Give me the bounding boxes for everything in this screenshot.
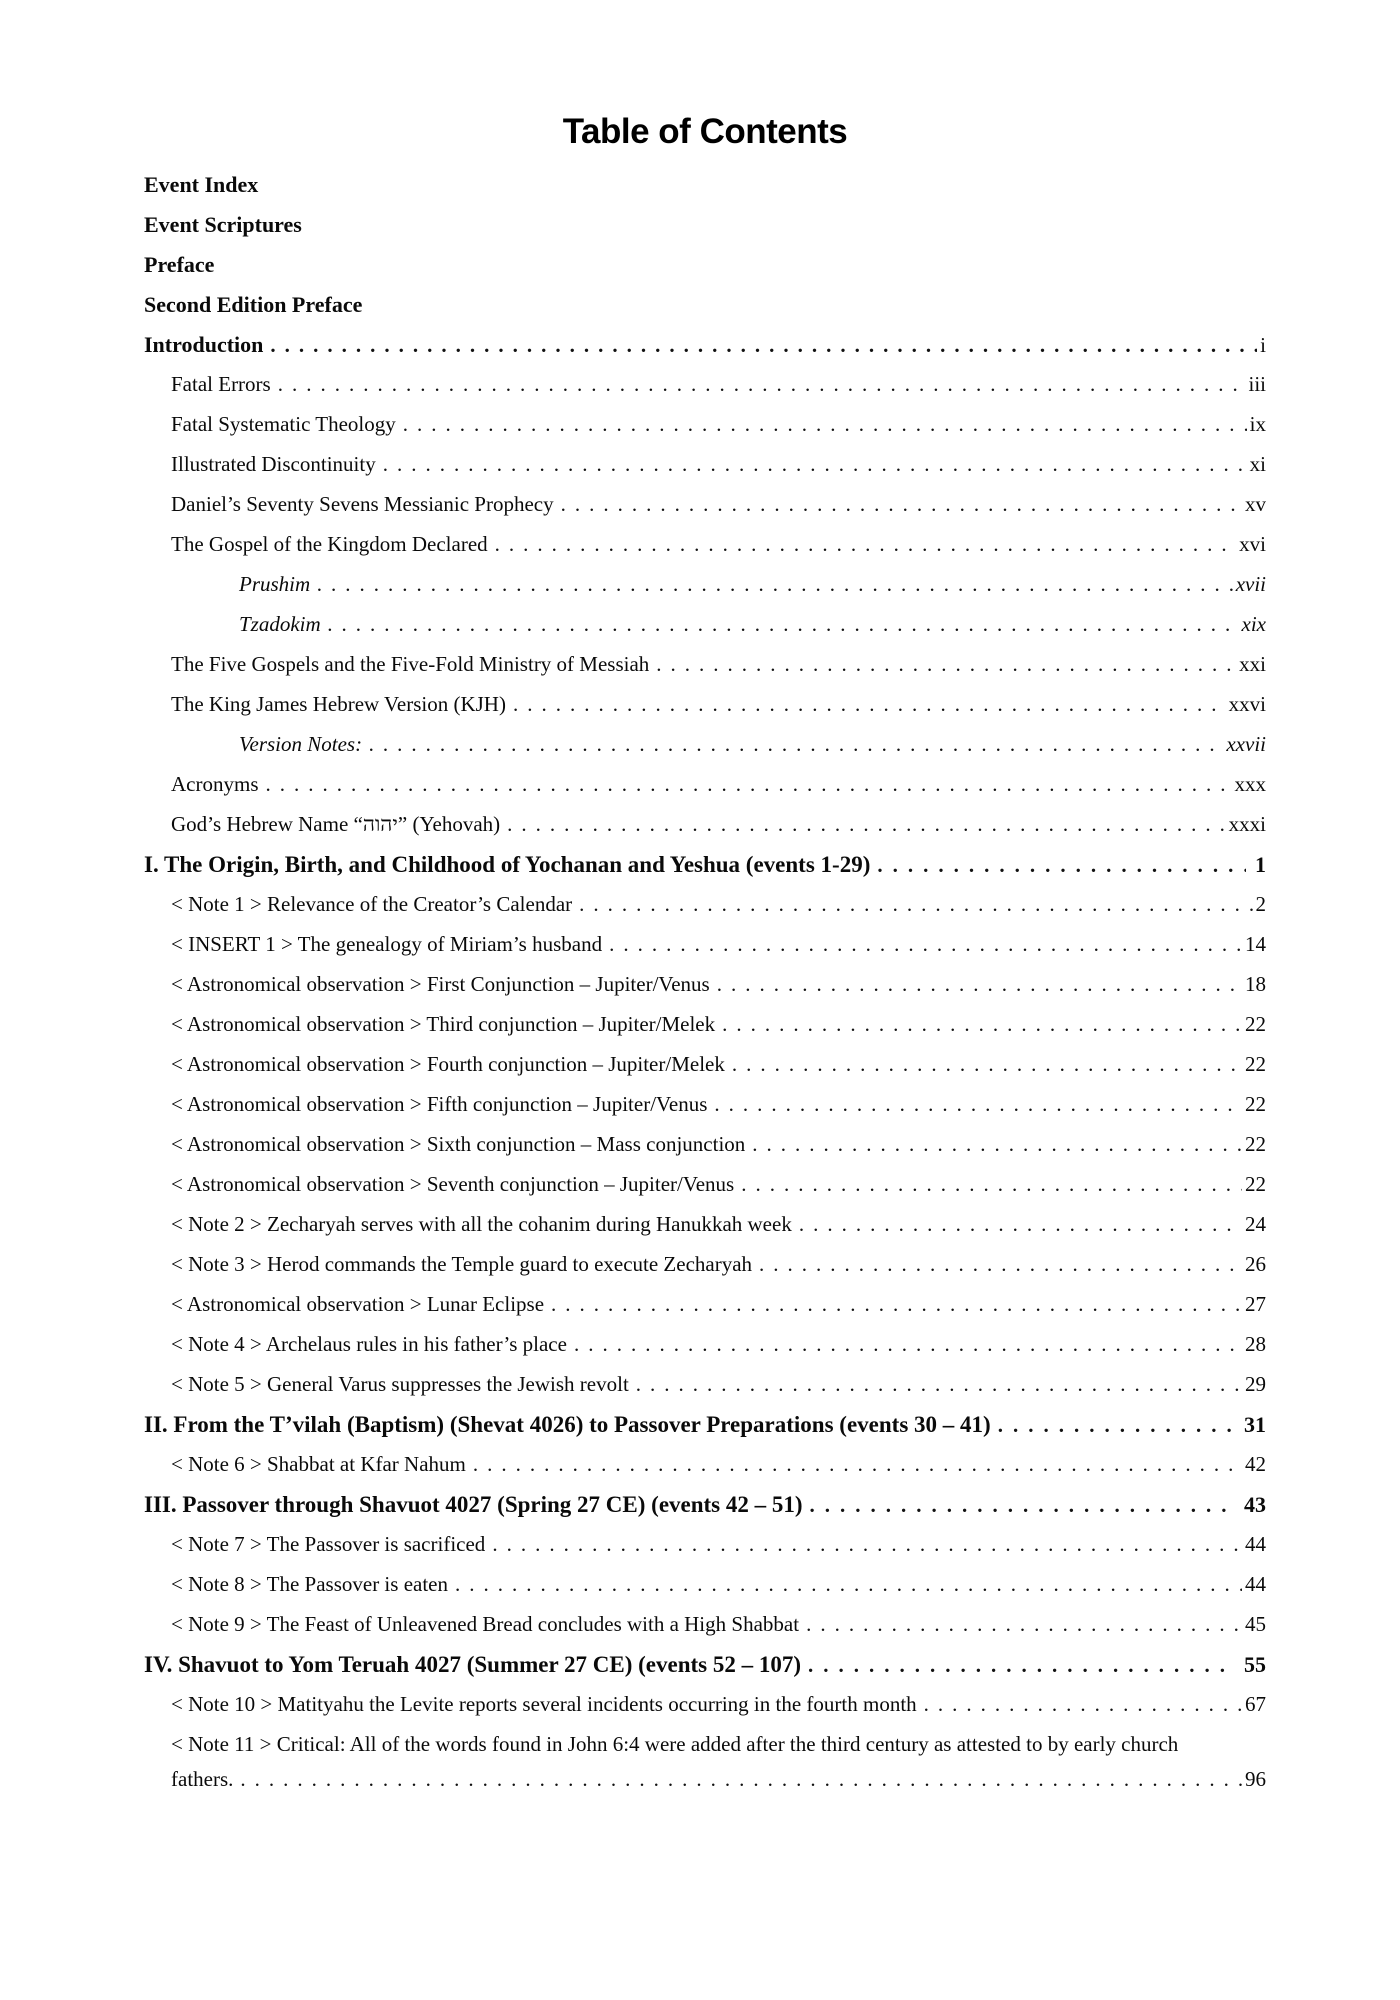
toc-entry-page: 45 (1245, 1612, 1266, 1636)
toc-entry (144, 332, 1266, 372)
toc-entry-label: < Astronomical observation > Third conjunction – Jupiter/Melek (171, 1012, 716, 1036)
toc-entry (144, 292, 1266, 332)
toc-entry-label: < Note 4 > Archelaus rules in his father’s place (171, 1332, 567, 1356)
toc-entry (144, 372, 1266, 412)
dot-leaders (609, 932, 1242, 957)
toc-entry (144, 1012, 1266, 1052)
toc-entry-label: God’s Hebrew Name “יהוה” (Yehovah) (171, 812, 501, 836)
dot-leaders (473, 1452, 1242, 1477)
toc-entry-label: < Astronomical observation > Seventh conjunction – Jupiter/Venus (171, 1172, 735, 1196)
toc-entry (144, 572, 1266, 612)
toc-entry (144, 452, 1266, 492)
toc-entry-page: 22 (1245, 1132, 1266, 1156)
toc-entry-label: < Note 3 > Herod commands the Temple guard to execute Zecharyah (171, 1252, 753, 1276)
toc-entry-page: 31 (1244, 1412, 1266, 1437)
toc-entry (144, 1652, 1266, 1692)
dot-leaders (574, 1332, 1242, 1357)
toc-entry (144, 1372, 1266, 1412)
dot-leaders (924, 1692, 1242, 1717)
toc-entry-page: 55 (1244, 1652, 1266, 1677)
toc-entry-page: xvi (1239, 532, 1266, 556)
toc-entry (144, 1767, 1266, 1804)
toc-entry (144, 492, 1266, 532)
toc-entry (144, 1492, 1266, 1532)
toc-entry-page: 27 (1245, 1292, 1266, 1316)
toc-entry (144, 1532, 1266, 1572)
toc-entry (144, 532, 1266, 572)
toc-entry-page: xxx (1234, 772, 1266, 796)
dot-leaders (328, 612, 1239, 637)
dot-leaders (714, 1092, 1242, 1117)
toc-entry-label: < Note 8 > The Passover is eaten (171, 1572, 448, 1596)
dot-leaders (636, 1372, 1242, 1397)
toc-entry-label: fathers. (171, 1767, 234, 1791)
toc-entry-label: < Astronomical observation > First Conjunction – Jupiter/Venus (171, 972, 710, 996)
dot-leaders (266, 772, 1232, 797)
toc-entry-label: II. From the T’vilah (Baptism) (Shevat 4026) to Passover Preparations (events 30 – 41) (144, 1412, 991, 1437)
toc-entry-page: 18 (1245, 972, 1266, 996)
toc-entry (144, 252, 1266, 292)
toc-entry-label: Event Scriptures (144, 212, 302, 237)
toc-entry-label: III. Passover through Shavuot 4027 (Spring 27 CE) (events 42 – 51) (144, 1492, 803, 1517)
toc-entry-label: Prushim (239, 572, 311, 596)
toc-entry (144, 1572, 1266, 1612)
dot-leaders (383, 452, 1247, 477)
toc-entry-label: < Note 11 > Critical: All of the words found in John 6:4 were added after the third century as attested to by early church (171, 1732, 1179, 1756)
toc-entry-label: < Note 7 > The Passover is sacrificed (171, 1532, 486, 1556)
dot-leaders (369, 732, 1223, 757)
toc-entry-page: 44 (1245, 1532, 1266, 1556)
dot-leaders (513, 692, 1226, 717)
toc-entry-page: 14 (1245, 932, 1266, 956)
toc-list (144, 172, 1266, 1804)
toc-entry (144, 1452, 1266, 1492)
toc-entry-label: Introduction (144, 332, 264, 357)
toc-entry-label: < Astronomical observation > Lunar Eclipse (171, 1292, 545, 1316)
toc-entry-page: 1 (1255, 852, 1266, 877)
toc-entry-label: IV. Shavuot to Yom Teruah 4027 (Summer 27 CE) (events 52 – 107) (144, 1652, 802, 1677)
toc-entry-label: < Note 1 > Relevance of the Creator’s Calendar (171, 892, 573, 916)
toc-entry (144, 652, 1266, 692)
toc-entry-page: 22 (1245, 1052, 1266, 1076)
toc-entry-page: 22 (1245, 1092, 1266, 1116)
toc-entry-page: xi (1249, 452, 1266, 476)
toc-entry-page: 29 (1245, 1372, 1266, 1396)
dot-leaders (717, 972, 1242, 997)
dot-leaders (732, 1052, 1242, 1077)
toc-entry-page: 43 (1244, 1492, 1266, 1517)
page-title: Table of Contents (562, 112, 848, 151)
toc-entry-label: Illustrated Discontinuity (171, 452, 376, 476)
toc-entry (144, 1292, 1266, 1332)
toc-entry-page: xix (1241, 612, 1266, 636)
toc-entry-label: < INSERT 1 > The genealogy of Miriam’s husband (171, 932, 603, 956)
toc-entry-page: iii (1248, 372, 1266, 396)
toc-entry-label: < Astronomical observation > Fifth conjunction – Jupiter/Venus (171, 1092, 708, 1116)
toc-entry-label: < Note 9 > The Feast of Unleavened Bread concludes with a High Shabbat (171, 1612, 800, 1636)
dot-leaders (270, 333, 1257, 358)
toc-entry (144, 1092, 1266, 1132)
dot-leaders (877, 853, 1246, 878)
dot-leaders (741, 1172, 1242, 1197)
dot-leaders (752, 1132, 1242, 1157)
toc-entry (144, 1212, 1266, 1252)
toc-entry (144, 692, 1266, 732)
toc-entry-label: The King James Hebrew Version (KJH) (171, 692, 506, 716)
dot-leaders (561, 492, 1242, 517)
toc-entry (144, 1412, 1266, 1452)
toc-entry (144, 1172, 1266, 1212)
toc-entry-label: The Five Gospels and the Five-Fold Ministry of Messiah (171, 652, 650, 676)
toc-entry-page: 96 (1245, 1767, 1266, 1791)
toc-entry-label: Acronyms (171, 772, 259, 796)
toc-entry-label: Event Index (144, 172, 259, 197)
toc-entry (144, 212, 1266, 252)
dot-leaders (998, 1413, 1235, 1438)
toc-entry-label: Version Notes: (239, 732, 363, 756)
toc-entry-page: 24 (1245, 1212, 1266, 1236)
dot-leaders (806, 1612, 1242, 1637)
toc-entry-page: 44 (1245, 1572, 1266, 1596)
dot-leaders (722, 1012, 1242, 1037)
toc-entry-page: xv (1245, 492, 1266, 516)
dot-leaders (799, 1212, 1242, 1237)
toc-entry (144, 972, 1266, 1012)
toc-entry-label: < Note 6 > Shabbat at Kfar Nahum (171, 1452, 466, 1476)
toc-entry (144, 172, 1266, 212)
toc-entry-label: The Gospel of the Kingdom Declared (171, 532, 488, 556)
toc-entry (144, 852, 1266, 892)
toc-entry-label: < Note 2 > Zecharyah serves with all the cohanim during Hanukkah week (171, 1212, 792, 1236)
toc-entry (144, 1692, 1266, 1732)
dot-leaders (495, 532, 1237, 557)
toc-entry (144, 1732, 1266, 1767)
toc-entry-label: I. The Origin, Birth, and Childhood of Yochanan and Yeshua (events 1-29) (144, 852, 871, 877)
dot-leaders (240, 1767, 1242, 1792)
toc-entry-label: Preface (144, 252, 215, 277)
toc-entry-page: xxvi (1228, 692, 1266, 716)
toc-entry-page: 22 (1245, 1172, 1266, 1196)
toc-entry (144, 932, 1266, 972)
toc-entry (144, 772, 1266, 812)
toc-entry-label: < Note 10 > Matityahu the Levite reports several incidents occurring in the fourth month (171, 1692, 917, 1716)
dot-leaders (551, 1292, 1242, 1317)
dot-leaders (507, 812, 1225, 837)
toc-entry (144, 732, 1266, 772)
toc-entry-label: < Note 5 > General Varus suppresses the Jewish revolt (171, 1372, 629, 1396)
toc-entry (144, 1332, 1266, 1372)
toc-entry-page: 28 (1245, 1332, 1266, 1356)
toc-entry-page: xxi (1239, 652, 1266, 676)
toc-entry (144, 812, 1266, 852)
dot-leaders (579, 892, 1252, 917)
toc-entry (144, 1612, 1266, 1652)
toc-entry-label: Second Edition Preface (144, 292, 363, 317)
dot-leaders (656, 652, 1236, 677)
toc-entry-label: < Astronomical observation > Fourth conjunction – Jupiter/Melek (171, 1052, 725, 1076)
toc-entry (144, 1252, 1266, 1292)
toc-entry-page: i (1260, 333, 1266, 357)
toc-entry-page: 22 (1245, 1012, 1266, 1036)
toc-entry-page: 2 (1255, 892, 1266, 916)
toc-entry-page: xxxi (1228, 812, 1266, 836)
toc-entry (144, 1052, 1266, 1092)
toc-entry (144, 612, 1266, 652)
toc-entry (144, 892, 1266, 932)
toc-entry-page: xvii (1235, 572, 1266, 596)
toc-entry-page: ix (1249, 412, 1266, 436)
toc-entry-label: Daniel’s Seventy Sevens Messianic Prophecy (171, 492, 554, 516)
dot-leaders (810, 1493, 1235, 1518)
toc-entry-label: < Astronomical observation > Sixth conjunction – Mass conjunction (171, 1132, 746, 1156)
dot-leaders (759, 1252, 1242, 1277)
dot-leaders (492, 1532, 1242, 1557)
dot-leaders (455, 1572, 1242, 1597)
toc-entry-page: 42 (1245, 1452, 1266, 1476)
dot-leaders (278, 372, 1246, 397)
toc-entry-label: Fatal Systematic Theology (171, 412, 396, 436)
toc-entry (144, 412, 1266, 452)
toc-entry-page: 67 (1245, 1692, 1266, 1716)
toc-entry-label: Tzadokim (239, 612, 321, 636)
toc-entry-label: Fatal Errors (171, 372, 271, 396)
toc-entry-page: xxvii (1226, 732, 1266, 756)
dot-leaders (808, 1653, 1235, 1678)
toc-entry-page: 26 (1245, 1252, 1266, 1276)
toc-entry (144, 1132, 1266, 1172)
dot-leaders (403, 412, 1247, 437)
dot-leaders (317, 572, 1233, 597)
